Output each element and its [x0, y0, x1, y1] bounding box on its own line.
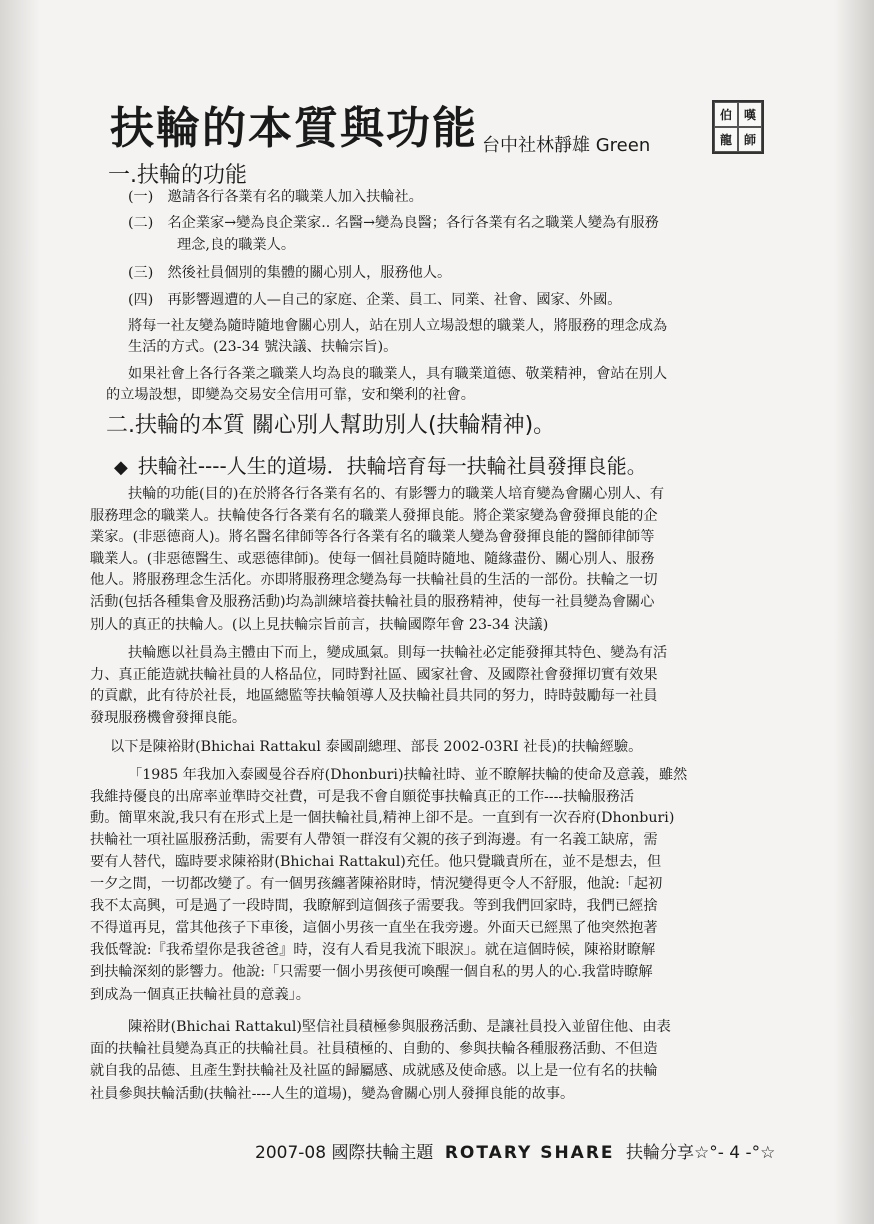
subheading-text: 扶輪社----人生的道場．扶輪培育每一扶輪社員發揮良能。	[137, 454, 647, 478]
body-line: 一夕之間，一切都改變了。有一個男孩纏著陳裕財時，情況變得更令人不舒服，他說:「起初	[90, 876, 663, 892]
footer-theme: 國際扶輪主題	[331, 1143, 434, 1163]
section1-item: (一) 邀請各行各業有名的職業人加入扶輪社。	[128, 189, 423, 205]
seal-stamp	[712, 100, 764, 154]
body-line: 以下是陳裕財(Bhichai Rattakul 泰國副總理、部長 2002-03RI 社長)的扶輪經驗。	[110, 739, 643, 755]
body-line: 動。簡單來說,我只有在形式上是一個扶輪社員,精神上卻不是。一直到有一次吞府(Dhonburi)	[90, 810, 675, 826]
body-line: 我維持優良的出席率並準時交社費，可是我不會自願從事扶輪真正的工作----扶輪服務活	[90, 789, 635, 805]
body-line: 發現服務機會發揮良能。	[90, 710, 247, 726]
body-line: 他人。將服務理念生活化。亦即將服務理念變為每一扶輪社員的生活的一部份。扶輪之一切	[90, 572, 658, 588]
seal-char: 嘆	[738, 102, 762, 127]
body-line: 陳裕財(Bhichai Rattakul)堅信社員積極參與服務活動、是讓社員投入並留住他、由表	[128, 1019, 671, 1035]
body-line: 職業人。(非惡德醫生、或惡德律師)。使每一個社員隨時隨地、隨緣盡份、關心別人、服務	[90, 551, 655, 567]
section1-paragraph: 如果社會上各行各業之職業人均為良的職業人，具有職業道德、敬業精神，會站在別人	[128, 366, 668, 382]
body-line: 面的扶輪社員變為真正的扶輪社員。社員積極的、自動的、參與扶輪各種服務活動、不但造	[90, 1041, 658, 1057]
section1-paragraph: 將每一社友變為隨時隨地會關心別人，站在別人立場設想的職業人，將服務的理念成為	[128, 318, 668, 334]
footer-english: ROTARY SHARE	[444, 1143, 615, 1163]
body-line: 我低聲說:『我希望你是我爸爸』時，沒有人看見我流下眼淚」。就在這個時候，陳裕財瞭解	[90, 942, 656, 958]
section1-paragraph: 的立場設想，即變為交易安全信用可靠，安和樂利的社會。	[106, 387, 475, 403]
body-line: 扶輪的功能(目的)在於將各行各業有名的、有影響力的職業人培育變為會關心別人、有	[128, 486, 665, 502]
body-line: 要有人替代，臨時要求陳裕財(Bhichai Rattakul)充任。他只覺職責所在，並不是想去，但	[90, 854, 662, 870]
body-line: 我不太高興，可是過了一段時間，我瞭解到這個孩子需要我。等到我們回家時，我們已經捨	[90, 898, 658, 914]
body-line: 別人的真正的扶輪人。(以上見扶輪宗旨前言，扶輪國際年會 23-34 決議)	[90, 617, 549, 633]
body-line: 不得道再見，當其他孩子下車後，這個小男孩一直坐在我旁邊。外面天已經黑了他突然抱著	[90, 920, 658, 936]
author-line: 台中社林靜雄 Green	[482, 135, 651, 156]
body-line: 力、真正能造就扶輪社員的人格品位，同時對社區、國家社會、及國際社會發揮切實有效果	[90, 667, 658, 683]
body-line: 就自我的品德、且產生對扶輪社及社區的歸屬感、成就感及使命感。以上是一位有名的扶輪	[90, 1063, 658, 1079]
body-line: 扶輪應以社員為主體由下而上，變成風氣。則每一扶輪社必定能發揮其特色、變為有活	[128, 645, 668, 661]
seal-char: 龍	[714, 127, 738, 152]
body-line: 業家。(非惡德商人)。將名醫名律師等各行各業有名的職業人變為會發揮良能的醫師律師等	[90, 529, 655, 545]
body-line: 「1985 年我加入泰國曼谷吞府(Dhonburi)扶輪社時、並不瞭解扶輪的使命及意義，雖然	[128, 767, 688, 783]
section1-item: (三) 然後社員個別的集體的關心別人，服務他人。	[128, 265, 452, 281]
section1-item: (四) 再影響週遭的人—自己的家庭、企業、員工、同業、社會、國家、外國。	[128, 292, 622, 308]
section2-heading: 二.扶輪的本質 關心別人幫助別人(扶輪精神)。	[106, 413, 556, 438]
section1-item: 理念,良的職業人。	[177, 237, 296, 253]
section2-subheading	[114, 450, 647, 479]
footer-page-number: ☆°- 4 -°☆	[693, 1143, 776, 1163]
footer-year: 2007-08	[255, 1143, 327, 1163]
body-line: 扶輪社一項社區服務活動，需要有人帶領一群沒有父親的孩子到海邊。有一名義工缺席，需	[90, 832, 658, 848]
section1-paragraph: 生活的方式。(23-34 號決議、扶輪宗旨)。	[128, 339, 398, 355]
body-line: 到成為一個真正扶輪社員的意義」。	[90, 987, 310, 1003]
body-line: 社員參與扶輪活動(扶輪社----人生的道場)，變為會關心別人發揮良能的故事。	[90, 1086, 575, 1102]
footer-chinese: 扶輪分享	[625, 1143, 694, 1163]
body-line: 服務理念的職業人。扶輪使各行各業有名的職業人發揮良能。將企業家變為會發揮良能的企	[90, 508, 658, 524]
body-line: 到扶輪深刻的影響力。他說:「只需要一個小男孩便可喚醒一個自私的男人的心.我當時瞭解	[90, 964, 653, 980]
section1-heading: 一.扶輪的功能	[108, 163, 247, 188]
diamond-bullet-icon: ◆	[114, 457, 128, 478]
section1-item: (二) 名企業家→變為良企業家.. 名醫→變為良醫；各行各業有名之職業人變為有服務	[128, 215, 659, 231]
seal-char: 師	[738, 127, 762, 152]
body-line: 的貢獻，此有待於社長，地區總監等扶輪領導人及扶輪社員共同的努力，時時鼓勵每一社員	[90, 688, 658, 704]
page-title: 扶輪的本質與功能	[110, 103, 478, 154]
body-line: 活動(包括各種集會及服務活動)均為訓練培養扶輪社員的服務精神，使每一社員變為會關心	[90, 594, 655, 610]
seal-char: 伯	[714, 102, 738, 127]
page-footer	[255, 1138, 775, 1163]
